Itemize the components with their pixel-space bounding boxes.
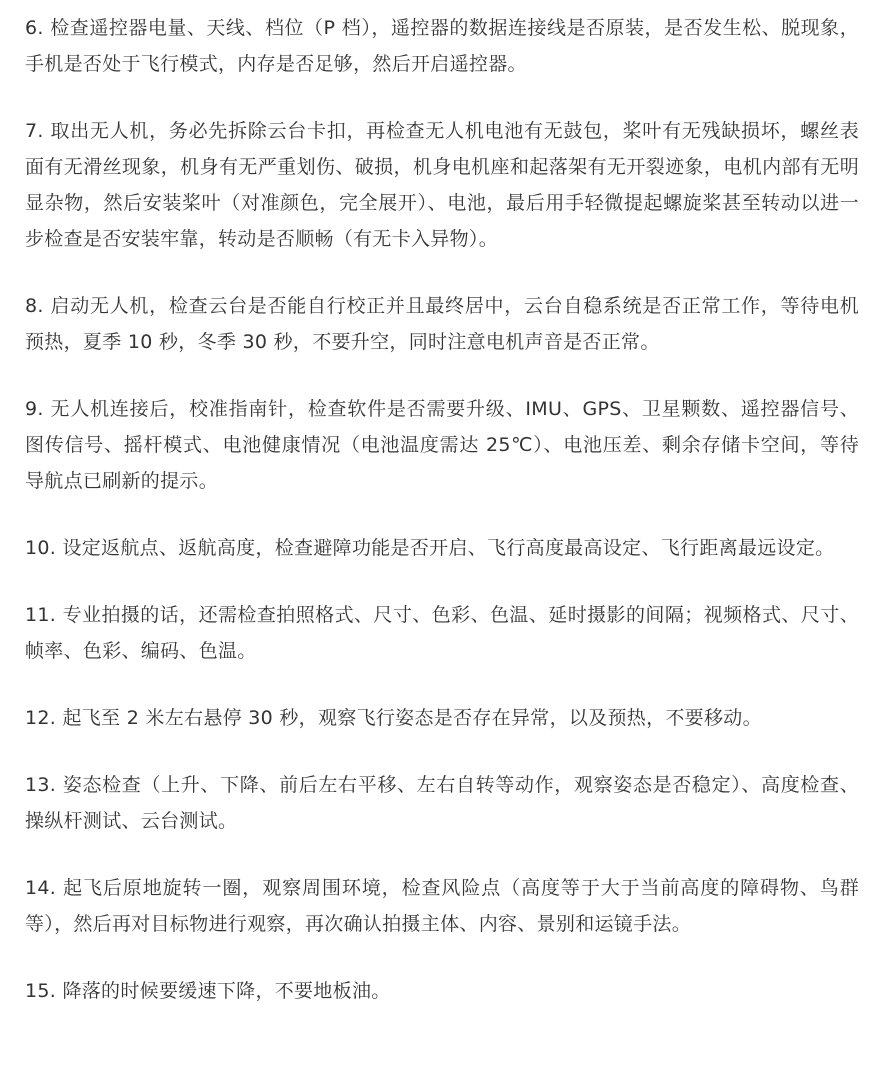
step-7: 7. 取出无人机，务必先拆除云台卡扣，再检查无人机电池有无鼓包，桨叶有无残缺损坏，螺丝表面有无滑丝现象，机身有无严重划伤、破损，机身电机座和起落架有无开裂迹象，电机内部有无明显杂物，然后安装桨叶（对准颜色，完全展开）、电池，最后用手轻微提起螺旋桨甚至转动以进一步检查是否安装牢靠，转动是否顺畅（有无卡入异物）。	[25, 120, 859, 250]
step-14: 14. 起飞后原地旋转一圈，观察周围环境，检查风险点（高度等于大于当前高度的障碍物、鸟群等），然后再对目标物进行观察，再次确认拍摄主体、内容、景别和运镜手法。	[25, 877, 859, 935]
step-10: 10. 设定返航点、返航高度，检查避障功能是否开启、飞行高度最高设定、飞行距离最远设定。	[25, 537, 835, 559]
step-8: 8. 启动无人机，检查云台是否能自行校正并且最终居中，云台自稳系统是否正常工作，等待电机预热，夏季 10 秒，冬季 30 秒，不要升空，同时注意电机声音是否正常。	[25, 295, 859, 353]
article-body	[25, 10, 859, 1009]
step-9: 9. 无人机连接后，校准指南针，检查软件是否需要升级、IMU、GPS、卫星颗数、遥控器信号、图传信号、摇杆模式、电池健康情况（电池温度需达 25℃）、电池压差、剩余存储卡空间，等待导航点已刷新的提示。	[25, 398, 859, 492]
step-6: 6. 检查遥控器电量、天线、档位（P 档），遥控器的数据连接线是否原装，是否发生松、脱现象，手机是否处于飞行模式，内存是否足够，然后开启遥控器。	[25, 17, 859, 75]
step-12: 12. 起飞至 2 米左右悬停 30 秒，观察飞行姿态是否存在异常，以及预热，不要移动。	[25, 707, 762, 729]
step-15: 15. 降落的时候要缓速下降，不要地板油。	[25, 980, 391, 1002]
step-11: 11. 专业拍摄的话，还需检查拍照格式、尺寸、色彩、色温、延时摄影的间隔；视频格式、尺寸、帧率、色彩、编码、色温。	[25, 604, 859, 662]
step-13: 13. 姿态检查（上升、下降、前后左右平移、左右自转等动作，观察姿态是否稳定）、高度检查、操纵杆测试、云台测试。	[25, 774, 859, 832]
